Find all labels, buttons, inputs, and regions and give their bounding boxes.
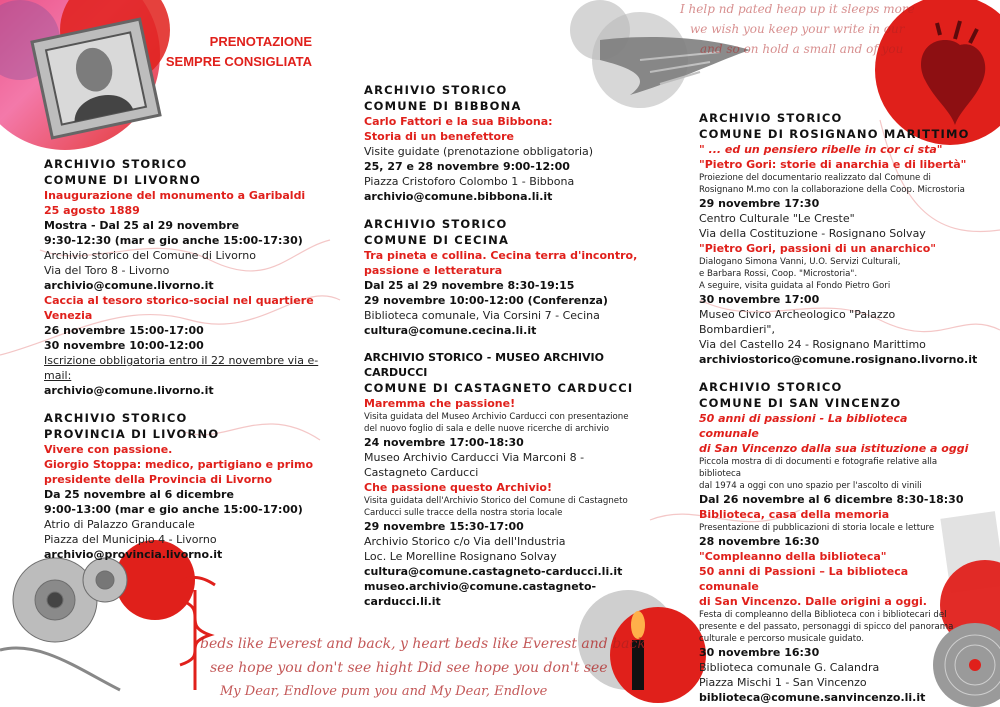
event-title: "Pietro Gori, passioni di un anarchico" [699, 242, 937, 255]
section-heading: ARCHIVIO STORICO [44, 411, 188, 425]
event-title: Biblioteca, casa della memoria [699, 508, 890, 521]
event-venue: Centro Culturale "Le Creste" [699, 212, 855, 225]
section-subheading: COMUNE DI ROSIGNANO MARITTIMO [699, 127, 970, 141]
section-subheading: COMUNE DI CASTAGNETO CARDUCCI [364, 381, 634, 395]
event-title-cont: di San Vincenzo. Dalle origini a oggi. [699, 595, 927, 608]
event-dates: 25, 27 e 28 novembre 9:00-12:00 [364, 160, 570, 173]
event-dates: Mostra - Dal 25 al 29 novembre [44, 219, 240, 232]
section-archivio-provincia [44, 410, 334, 562]
event-date: 29 novembre 15:30-17:00 [364, 520, 524, 533]
event-info: Visite guidate (prenotazione obbligatoria) [364, 145, 594, 158]
event-title: 50 anni di passioni - La biblioteca comunale [699, 412, 908, 440]
event-title-cont: di San Vincenzo dalla sua istituzione a oggi [699, 442, 969, 455]
event-title: Tra pineta e collina. Cecina terra d'incontro, [364, 249, 638, 262]
booking-note-line1: PRENOTAZIONE [209, 34, 312, 49]
event-description: culturale e percorso musicale guidato. [699, 634, 864, 644]
email-link[interactable]: archivio@comune.livorno.it [44, 279, 214, 292]
event-conference: 29 novembre 10:00-12:00 (Conferenza) [364, 294, 608, 307]
booking-note [130, 32, 312, 72]
event-description: Visita guidata dell'Archivio Storico del Comune di Castagneto [364, 496, 628, 506]
event-dates: Da 25 novembre al 6 dicembre [44, 488, 234, 501]
event-date: 28 novembre 16:30 [699, 535, 820, 548]
event-description: Carducci sulle tracce della nostra storia locale [364, 508, 563, 518]
column-middle [364, 82, 654, 609]
event-title: "Compleanno della biblioteca" [699, 550, 887, 563]
handwriting-top-2: we wish you keep your write in our [690, 22, 905, 36]
event-description: e Barbara Rossi, Coop. "Microstoria". [699, 269, 858, 279]
event-date: 24 novembre 17:00-18:30 [364, 436, 524, 449]
event-title-cont: passione e letteratura [364, 264, 503, 277]
event-title: Che passione questo Archivio! [364, 481, 552, 494]
event-address: Piazza Cristoforo Colombo 1 - Bibbona [364, 175, 575, 188]
event-date: 30 novembre 16:30 [699, 646, 820, 659]
section-heading: ARCHIVIO STORICO - MUSEO ARCHIVIO CARDUCCI [364, 351, 604, 379]
section-archivio-bibbona [364, 82, 654, 204]
event-address: Via del Toro 8 - Livorno [44, 264, 170, 277]
section-archivio-livorno [44, 156, 334, 398]
event-title: Vivere con passione. [44, 443, 173, 456]
email-link[interactable]: cultura@comune.cecina.li.it [364, 324, 537, 337]
email-link[interactable]: biblioteca@comune.sanvincenzo.li.it [699, 691, 926, 704]
event-date: 29 novembre 17:30 [699, 197, 820, 210]
event-description: A seguire, visita guidata al Fondo Pietro Gori [699, 281, 891, 291]
event-dates: Dal 26 novembre al 6 dicembre 8:30-18:30 [699, 493, 964, 506]
booking-note-line2: SEMPRE CONSIGLIATA [165, 54, 312, 69]
section-subheading: COMUNE DI BIBBONA [364, 99, 522, 113]
section-archivio-cecina [364, 216, 654, 338]
event-venue: Museo Archivio Carducci Via Marconi 8 - [364, 451, 585, 464]
event-venue-cont: Castagneto Carducci [364, 466, 479, 479]
handwriting-top-1: I help nd pated heap up it sleeps more [680, 2, 915, 16]
section-heading: ARCHIVIO STORICO [44, 157, 188, 171]
event-address: Via del Castello 24 - Rosignano Marittimo [699, 338, 926, 351]
event-venue: Archivio Storico c/o Via dell'Industria [364, 535, 566, 548]
event-address: Piazza Mischi 1 - San Vincenzo [699, 676, 867, 689]
event-title: Carlo Fattori e la sua Bibbona: [364, 115, 553, 128]
event-venue: Atrio di Palazzo Granducale [44, 518, 195, 531]
section-archivio-castagneto [364, 350, 654, 609]
event-description: Proiezione del documentario realizzato dal Comune di [699, 173, 931, 183]
email-link[interactable]: archivio@provincia.livorno.it [44, 548, 223, 561]
event-address: Via della Costituzione - Rosignano Solvay [699, 227, 926, 240]
email-link[interactable]: museo.archivio@comune.castagneto-carducci.li.it [364, 580, 597, 608]
event-title: Maremma che passione! [364, 397, 516, 410]
section-heading: ARCHIVIO STORICO [364, 217, 508, 231]
handwriting-bottom-2: see hope you don't see hight Did see hope you don't see [210, 660, 608, 676]
event-description: Presentazione di pubblicazioni di storia locale e letture [699, 523, 935, 533]
section-subheading: COMUNE DI CECINA [364, 233, 510, 247]
event-dates: Dal 25 al 29 novembre 8:30-19:15 [364, 279, 575, 292]
event-title-cont: presidente della Provincia di Livorno [44, 473, 273, 486]
event-address: Piazza del Municipio 4 - Livorno [44, 533, 217, 546]
section-subheading: COMUNE DI SAN VINCENZO [699, 396, 902, 410]
passion-flower-icon [0, 558, 127, 690]
section-quote: " ... ed un pensiero ribelle in cor ci sta" [699, 143, 943, 156]
event-description: Dialogano Simona Vanni, U.O. Servizi Culturali, [699, 257, 901, 267]
event-venue: Archivio storico del Comune di Livorno [44, 249, 256, 262]
event-date: 30 novembre 10:00-12:00 [44, 339, 204, 352]
event-venue-cont: Loc. Le Morelline Rosignano Solvay [364, 550, 557, 563]
event-hours: 9:00-13:00 (mar e gio anche 15:00-17:00) [44, 503, 303, 516]
section-heading: ARCHIVIO STORICO [699, 380, 843, 394]
event-date: 26 novembre 15:00-17:00 [44, 324, 204, 337]
section-heading: ARCHIVIO STORICO [699, 111, 843, 125]
handwriting-top-3: and so on hold a small and of you [700, 42, 904, 56]
email-link[interactable]: cultura@comune.castagneto-carducci.li.it [364, 565, 623, 578]
email-link[interactable]: archivio@comune.livorno.it [44, 384, 214, 397]
event-description: Visita guidata del Museo Archivio Carducci con presentazione [364, 412, 629, 422]
section-subheading: COMUNE DI LIVORNO [44, 173, 202, 187]
handwriting-bottom-1: beds like Everest and back, y heart beds like Everest and back [200, 636, 646, 652]
event-description: Piccola mostra di di documenti e fotografie relative alla biblioteca [699, 457, 938, 479]
event-title-cont: Storia di un benefettore [364, 130, 514, 143]
event-description: del nuovo foglio di sala e delle nuove ricerche di archivio [364, 424, 610, 434]
event-description: dal 1974 a oggi con uno spazio per l'ascolto di vinili [699, 481, 922, 491]
registration-note: Iscrizione obbligatoria entro il 22 novembre via e-mail: [44, 354, 319, 382]
event-title: Caccia al tesoro storico-social nel quartiere [44, 294, 314, 307]
email-link[interactable]: archiviostorico@comune.rosignano.livorno.it [699, 353, 978, 366]
event-venue: Biblioteca comunale G. Calandra [699, 661, 880, 674]
email-link[interactable]: archivio@comune.bibbona.li.it [364, 190, 553, 203]
event-title: 50 anni di Passioni – La biblioteca comunale [699, 565, 909, 593]
event-description: presente e del passato, personaggi di spicco del panorama [699, 622, 954, 632]
handwriting-bottom-3: My Dear, Endlove pum you and My Dear, Endlove [220, 684, 548, 699]
section-heading: ARCHIVIO STORICO [364, 83, 508, 97]
event-venue: Museo Civico Archeologico "Palazzo Bombardieri", [699, 308, 896, 336]
column-left [44, 156, 334, 562]
section-archivio-sanvincenzo [699, 379, 969, 705]
event-title-cont: Venezia [44, 309, 93, 322]
column-right [699, 110, 978, 705]
event-description: Festa di compleanno della Biblioteca con i bibliotecari del [699, 610, 947, 620]
section-archivio-rosignano [699, 110, 978, 367]
event-description: Rosignano M.mo con la collaborazione della Coop. Microstoria [699, 185, 965, 195]
event-title-date: 25 agosto 1889 [44, 204, 140, 217]
event-title: Giorgio Stoppa: medico, partigiano e primo [44, 458, 314, 471]
event-title: "Pietro Gori: storie di anarchia e di libertà" [699, 158, 967, 171]
red-circle-bottom [610, 607, 706, 703]
section-subheading: PROVINCIA DI LIVORNO [44, 427, 220, 441]
event-address: Biblioteca comunale, Via Corsini 7 - Cecina [364, 309, 600, 322]
event-hours: 9:30-12:30 (mar e gio anche 15:00-17:30) [44, 234, 303, 247]
event-title: Inaugurazione del monumento a Garibaldi [44, 189, 306, 202]
event-date: 30 novembre 17:00 [699, 293, 820, 306]
